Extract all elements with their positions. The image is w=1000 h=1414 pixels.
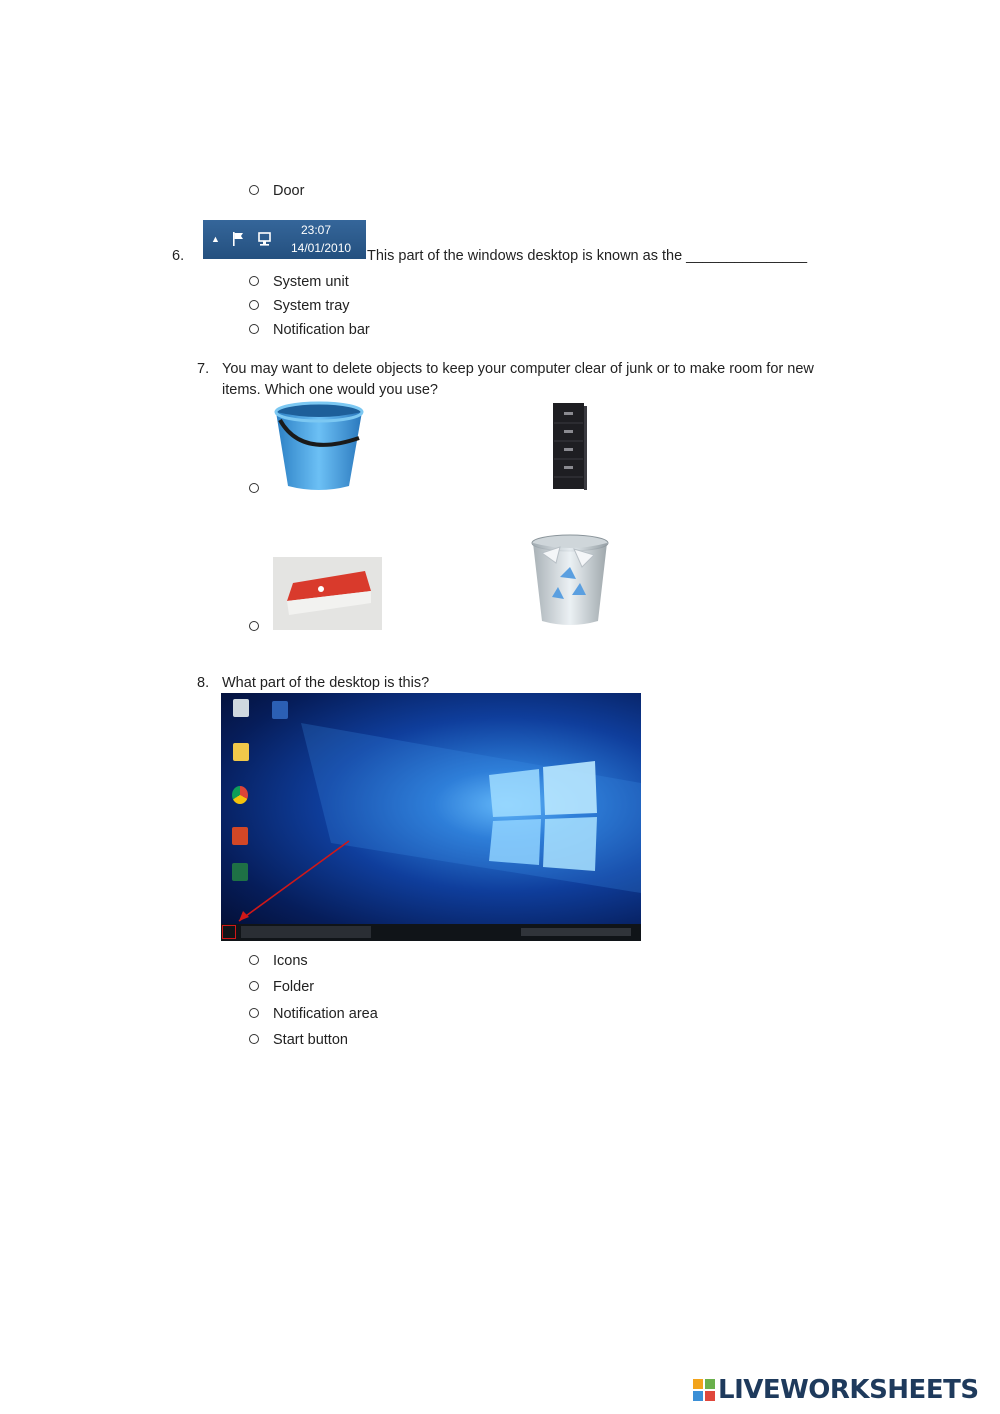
- q8-option-1-label: Icons: [273, 953, 308, 969]
- taskbar-search-box[interactable]: [241, 926, 371, 938]
- q8-number: 8.: [197, 675, 210, 691]
- q7-question-line2: items. Which one would you use?: [222, 382, 438, 398]
- tray-up-arrow-icon: ▲: [211, 234, 220, 244]
- tray-date: 14/01/2010: [291, 241, 352, 255]
- q5-option-door-label: Door: [273, 183, 305, 199]
- desktop-taskbar: [221, 924, 641, 941]
- q8-option-4-label: Start button: [273, 1032, 348, 1048]
- q6-option-3-label: Notification bar: [273, 322, 370, 338]
- q7-option-1-radio[interactable]: [249, 483, 259, 493]
- desktop-excel-icon[interactable]: [232, 863, 248, 881]
- network-monitor-icon: [256, 231, 273, 247]
- q7-number: 7.: [197, 361, 210, 377]
- action-center-flag-icon: [231, 231, 247, 247]
- tray-time: 23:07: [301, 223, 332, 237]
- q7-question-line1: You may want to delete objects to keep your computer clear of junk or to make room for new: [222, 361, 814, 377]
- q6-option-2-label: System tray: [273, 298, 350, 314]
- q8-option-1-radio[interactable]: [249, 955, 259, 965]
- q6-number: 6.: [172, 248, 185, 264]
- start-button-highlight[interactable]: [222, 925, 236, 939]
- q6-option-1-label: System unit: [273, 274, 349, 290]
- system-tray-image: [203, 220, 366, 259]
- q8-option-4-radio[interactable]: [249, 1034, 259, 1044]
- desktop-recycle-bin-icon[interactable]: [233, 699, 249, 717]
- q8-question-text: What part of the desktop is this?: [222, 675, 430, 691]
- q8-option-3-label: Notification area: [273, 1006, 378, 1022]
- taskbar-tray-area[interactable]: [521, 928, 631, 936]
- q8-option-2-label: Folder: [273, 979, 315, 995]
- recycle-bin-icon[interactable]: [530, 533, 610, 629]
- desktop-word-icon[interactable]: [272, 701, 288, 719]
- desktop-chrome-icon[interactable]: [232, 786, 248, 804]
- desktop-powerpoint-icon[interactable]: [232, 827, 248, 845]
- windows-desktop-screenshot: [221, 693, 641, 941]
- liveworksheets-brand[interactable]: LIVEWORKSHEETS: [718, 1375, 979, 1405]
- q8-option-2-radio[interactable]: [249, 981, 259, 991]
- q6-option-1-radio[interactable]: [249, 276, 259, 286]
- q8-option-3-radio[interactable]: [249, 1008, 259, 1018]
- q7-option-2-radio[interactable]: [249, 621, 259, 631]
- desktop-folder-icon[interactable]: [233, 743, 249, 761]
- q6-question-text: This part of the windows desktop is known as the _______________: [367, 248, 808, 264]
- box-icon[interactable]: [273, 557, 382, 630]
- q6-option-2-radio[interactable]: [249, 300, 259, 310]
- filing-cabinet-icon[interactable]: [552, 402, 587, 492]
- q6-option-3-radio[interactable]: [249, 324, 259, 334]
- windows-logo-background: [221, 693, 641, 941]
- bucket-icon[interactable]: [271, 398, 366, 494]
- liveworksheets-logo-icon: [693, 1379, 715, 1401]
- q5-option-door-radio[interactable]: [249, 185, 259, 195]
